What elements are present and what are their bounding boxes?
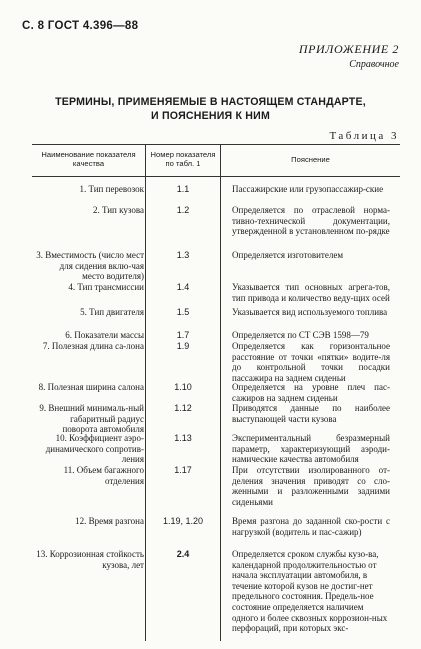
row-note: Определяется сроком службы кузо-ва, календарной продолжительностью от начала эксплуатации автомобиля, в течение которой кузов не достиг-нет предельного состояния. Предель-ное состояние определяется наличием одного и более сквозных коррозион-ных перфораций, при которых экс- <box>232 549 388 634</box>
row-note: Определяется по отраслевой норма-тивно-технической документации, утвержденной в установленном по-рядке <box>232 205 390 237</box>
row-note: Определяется по СТ СЭВ 1598—79 <box>232 330 369 340</box>
row-number: 1.17 <box>174 465 192 475</box>
header-number: Номер показателя по табл. 1 <box>150 150 216 168</box>
row-name: 10. Коэффициент аэро-динамического сопротив-ления <box>45 433 144 465</box>
row-number: 1.9 <box>176 341 190 351</box>
row-note: Пассажирские или грузопассажир-ские <box>232 184 384 194</box>
header-explanation: Пояснение <box>291 154 330 164</box>
row-name: 9. Внешний минималь-ный габаритный радиус поворота автомобиля <box>39 403 144 435</box>
row-note: Определяется изготовителем <box>232 250 344 260</box>
row-name: 6. Показатели массы <box>65 330 144 340</box>
document-title-line-2: И ПОЯСНЕНИЯ К НИМ <box>151 110 270 122</box>
row-number: 1.1 <box>176 184 190 194</box>
page-header: С. 8 ГОСТ 4.396—88 <box>22 20 139 32</box>
row-note: Указывается тип основных агрега-тов, тип привода и количество веду-щих осей <box>232 282 390 303</box>
row-note: Определяется на уровне плеч пас-сажиров на заднем сиденьи <box>232 382 390 403</box>
row-number: 1.4 <box>176 282 190 292</box>
row-name: 13. Коррозионная стойкость кузова, лет <box>36 549 144 570</box>
row-number: 1.19, 1.20 <box>162 516 204 526</box>
row-number: 1.5 <box>176 307 190 317</box>
document-title-line-1: ТЕРМИНЫ, ПРИМЕНЯЕМЫЕ В НАСТОЯЩЕМ СТАНДАРТЕ, <box>55 96 366 108</box>
column-divider-2 <box>220 144 221 641</box>
terms-table <box>32 144 400 641</box>
row-number: 1.10 <box>174 382 192 392</box>
row-note: При отсутствии изолированного от-деления значения приводят со сло-женными и разложенными задними сиденьями <box>232 465 390 507</box>
column-divider-1 <box>145 144 146 641</box>
row-name: 2. Тип кузова <box>92 205 144 215</box>
row-name: 3. Вместимость (число мест для сидения вклю-чая место водителя) <box>36 250 144 282</box>
row-name: 4. Тип трансмиссии <box>68 282 144 292</box>
appendix-subtitle: Справочное <box>349 59 399 70</box>
row-name: 5. Тип двигателя <box>80 307 144 317</box>
table-label: Таблица 3 <box>329 130 399 142</box>
row-name: 8. Полезная ширина салона <box>38 382 144 392</box>
row-number: 1.2 <box>176 205 190 215</box>
row-name: 12. Время разгона <box>75 516 144 526</box>
row-note: Приводятся данные по наиболее выступающей части кузова <box>232 403 390 424</box>
row-note: Время разгона до заданной ско-рости с нагрузкой (водитель и пас-сажир) <box>232 516 390 537</box>
row-note: Экспериментальный безразмерный параметр, характеризующий аэроди-намические качества автомобиля <box>232 433 390 465</box>
row-name: 1. Тип перевозок <box>79 184 144 194</box>
row-name: 11. Объем багажного отделения <box>63 465 144 486</box>
row-note: Указывается вид используемого топлива <box>232 307 388 317</box>
row-number: 1.7 <box>176 330 190 340</box>
row-number: 1.12 <box>174 403 192 413</box>
header-name: Наименование показателя качества <box>41 150 136 168</box>
row-number: 2.4 <box>176 549 190 559</box>
appendix-block <box>299 42 399 70</box>
row-number: 1.13 <box>174 433 192 443</box>
row-note: Определяется как горизонтальное расстояние от точки «пятки» водите-ля до контрольной точки посадки пассажира на заднем сиденьи <box>232 341 390 383</box>
table-header-border <box>32 176 400 177</box>
appendix-title: ПРИЛОЖЕНИЕ 2 <box>298 42 399 56</box>
document-title <box>0 95 421 123</box>
row-name: 7. Полезная длина са-лона <box>42 341 144 351</box>
row-number: 1.3 <box>176 250 190 260</box>
